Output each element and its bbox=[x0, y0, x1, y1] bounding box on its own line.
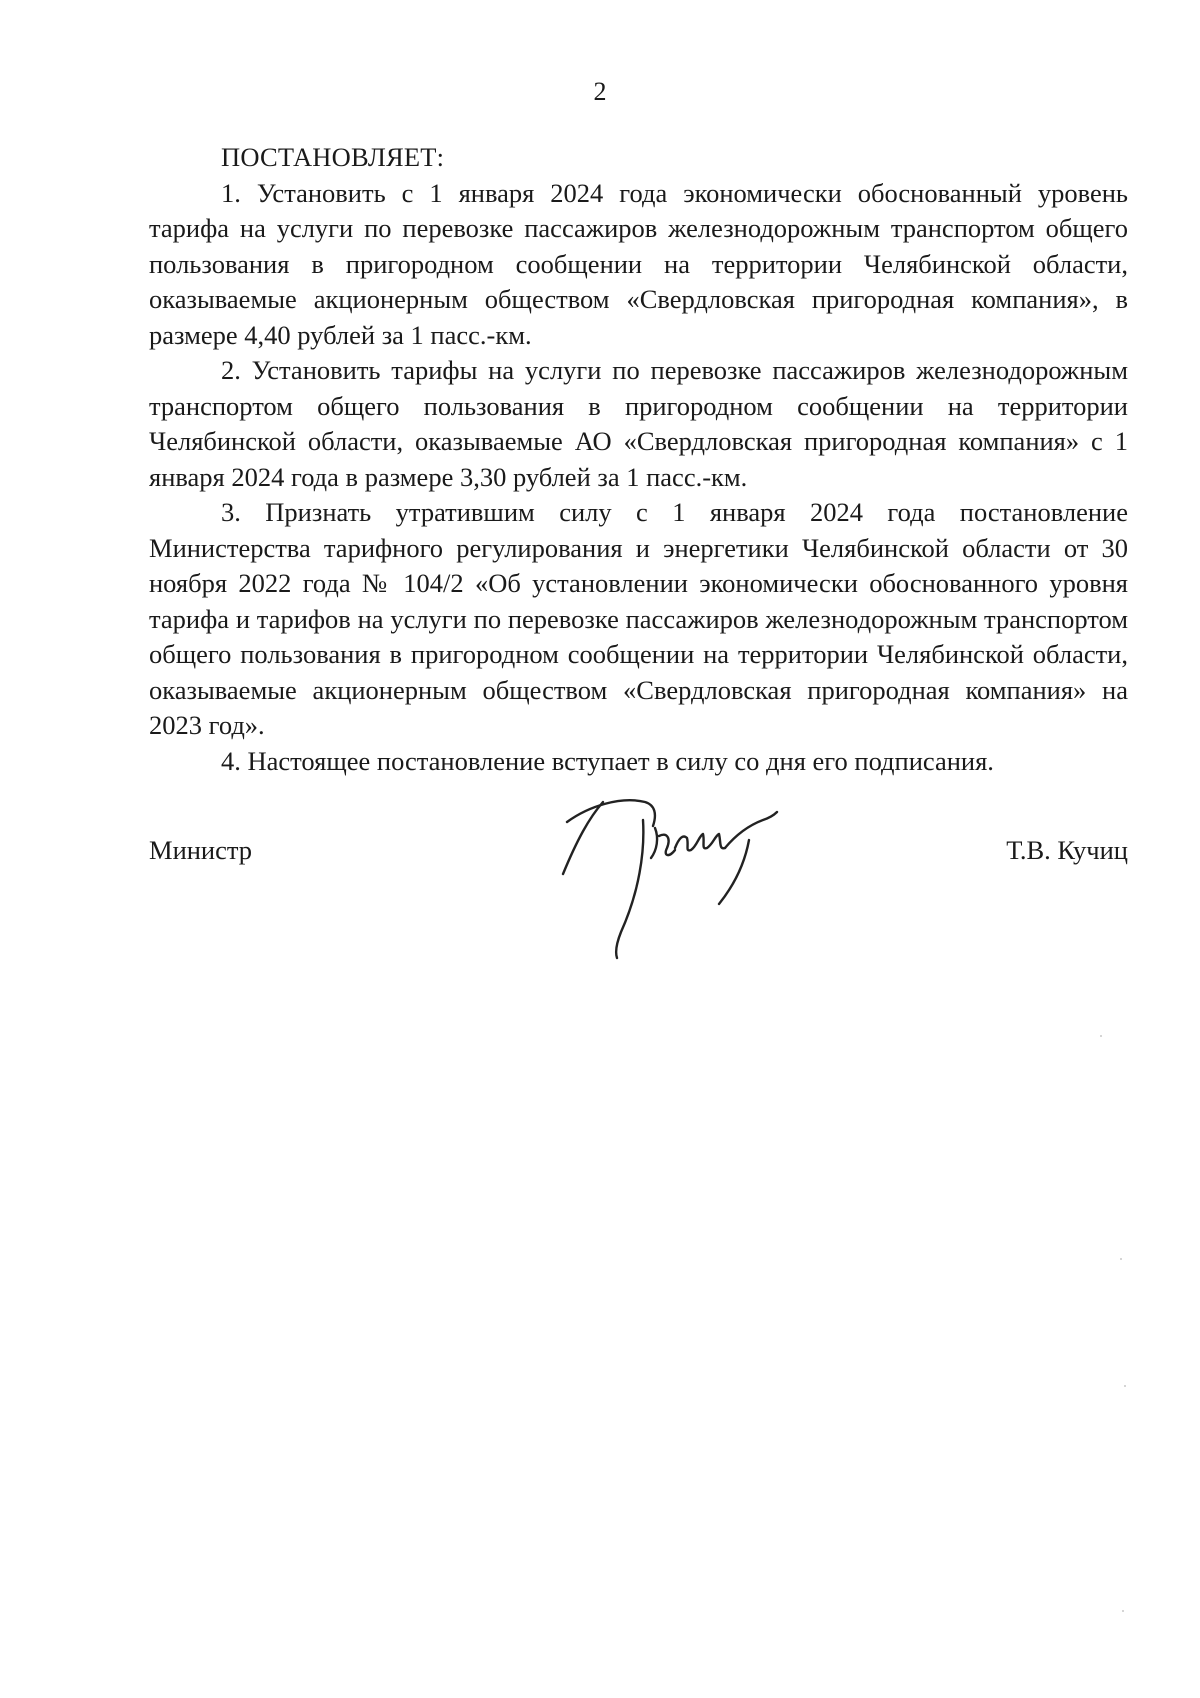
paragraph-3: 3. Признать утратившим силу с 1 января 2024 года постановление Министерства тарифного регулирования и энергетики Челябинской области от 30 ноября 2022 года № 104/2 «Об установлении экономически обоснованного уровня тарифа и тарифов на услуги по перевозке пассажиров железнодорожным транспортом общего пользования в пригородном сообщении на территории Челябинской области, оказываемые акционерным обществом «Свердловская пригородная компания» на 2023 год». bbox=[149, 497, 1128, 740]
handwritten-signature bbox=[559, 792, 799, 962]
page-number: 2 bbox=[593, 77, 607, 106]
paragraph-1: 1. Установить с 1 января 2024 года экономически обоснованный уровень тарифа на услуги по перевозке пассажиров железнодорожным транспортом общего пользования в пригородном сообщении на территории Челябинской области, оказываемые акционерным обществом «Свердловская пригородная компания», в размере 4,40 рублей за 1 пасс.-км. bbox=[149, 177, 1128, 350]
signatory-name: Т.В. Кучиц bbox=[1006, 835, 1128, 865]
resolution-heading: ПОСТАНОВЛЯЕТ: bbox=[221, 142, 445, 172]
paragraph-2: 2. Установить тарифы на услуги по перевозке пассажиров железнодорожным транспортом общего пользования в пригородном сообщении на территории Челябинской области, оказываемые АО «Свердловская пригородная компания» с 1 января 2024 года в размере 3,30 рублей за 1 пасс.-км. bbox=[149, 355, 1128, 492]
scan-speck bbox=[1124, 1385, 1126, 1387]
scan-speck bbox=[1122, 1610, 1124, 1612]
signatory-position: Министр bbox=[149, 835, 253, 865]
scan-speck bbox=[1100, 1035, 1102, 1037]
signature-block bbox=[149, 800, 1128, 960]
scan-speck bbox=[1120, 1258, 1122, 1260]
paragraph-4: 4. Настоящее постановление вступает в силу со дня его подписания. bbox=[221, 745, 994, 776]
document-body bbox=[149, 140, 1128, 779]
